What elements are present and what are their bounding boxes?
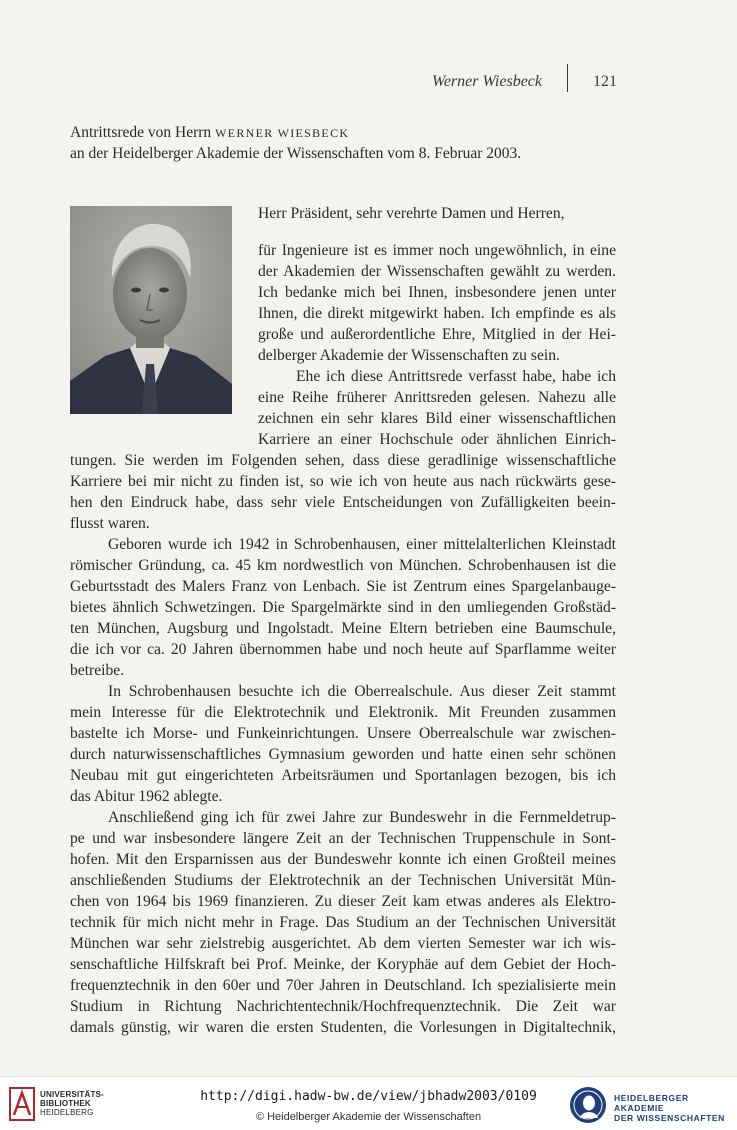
library-name-line: UNIVERSITÄTS- (40, 1090, 104, 1099)
body-line: pe und war insbesondere längere Zeit an der Technischen Truppenschule in Sont- (70, 830, 616, 847)
body-line: München war sehr zielstrebig ausgerichtet. Ab dem vierten Semester war ich wis- (70, 935, 616, 952)
body-line: die ich vor ca. 20 Jahren übernommen habe und noch heute auf Sparflamme weiter (70, 641, 616, 658)
body-line: mein Interesse für die Elektrotechnik und Elektronik. Mit Freunden zusammen (70, 704, 616, 721)
body-line: bietes ähnlich Schwetzingen. Die Spargelmärkte sind in den umliegenden Großstäd- (70, 599, 616, 616)
body-line: Neubau mit gut eingerichteten Arbeitsräumen und Sportanlagen bezogen, bis ich (70, 767, 616, 784)
body-line: Herr Präsident, sehr verehrte Damen und Herren, (258, 205, 565, 222)
portrait-photo (70, 206, 232, 414)
body-line: der Akademien der Wissenschaften gewählt zu werden. (258, 263, 616, 280)
library-name-line: HEIDELBERG (40, 1108, 94, 1117)
body-line: ten München, Augsburg und Ingolstadt. Meine Eltern betrieben eine Baumschule, (70, 620, 616, 637)
speech-title-prefix: Antrittsrede von Herrn (70, 124, 212, 141)
body-line: anschließenden Studiums der Elektrotechnik an der Technischen Universität Mün- (70, 872, 616, 889)
body-line: damals günstig, wir waren die ersten Studenten, die Vorlesungen in Digitaltechnik, (70, 1019, 616, 1036)
body-line: delberger Akademie der Wissenschaften zu sein. (258, 347, 560, 364)
body-line: Studium in Richtung Nachrichtentechnik/Hochfrequenztechnik. Die Zeit war (70, 998, 616, 1015)
body-line: In Schrobenhausen besuchte ich die Oberrealschule. Aus dieser Zeit stammt (108, 683, 616, 700)
viewer-footer (0, 1076, 737, 1130)
body-line: durch naturwissenschaftliches Gymnasium geworden und hatte einen sehr schönen (70, 746, 616, 763)
speech-title-line-2: an der Heidelberger Akademie der Wissenschaften vom 8. Februar 2003. (70, 145, 522, 162)
speech-title-line-1 (70, 122, 620, 144)
body-line: bastelte ich Morse- und Funkeinrichtungen. Unsere Oberrealschule war zwischen- (70, 725, 616, 742)
body-line: technik für mich nicht mehr in Frage. Das Studium an der Technischen Universität (70, 914, 616, 931)
academy-name-line: DER WISSENSCHAFTEN (614, 1113, 725, 1123)
body-line: chen von 1964 bis 1969 finanzieren. Zu dieser Zeit kam etwas anderes als Elektro- (70, 893, 616, 910)
body-line: hofen. Mit den Ersparnissen aus der Bundeswehr konnte ich einen Großteil meines (70, 851, 616, 868)
academy-name[interactable] (614, 1093, 737, 1123)
body-line: Karriere bei mir nicht zu finden ist, so wie ich von heute aus nach rückwärts gese- (70, 473, 616, 490)
body-line: flusst waren. (70, 515, 150, 532)
body-line: eine Reihe früherer Anrittsreden gelesen. Nahezu alle (258, 389, 616, 406)
body-line: Geboren wurde ich 1942 in Schrobenhausen, einer mittelalterlichen Kleinstadt (108, 536, 616, 553)
library-name-line: BIBLIOTHEK (40, 1099, 91, 1108)
body-line: Ich bedanke mich bei Ihnen, insbesondere jenen unter (258, 284, 616, 301)
speaker-name: WERNER WIESBECK (215, 126, 350, 140)
body-line: für Ingenieure ist es immer noch ungewöhnlich, in eine (258, 242, 616, 259)
body-line: Geburtsstadt des Malers Franz von Lenbach. Sie ist Zentrum eines Spargelanbauge- (70, 578, 616, 595)
permalink-url[interactable]: http://digi.hadw-bw.de/view/jbhadw2003/0109 (200, 1089, 537, 1104)
academy-seal-icon[interactable] (568, 1085, 608, 1125)
body-line: hen den Eindruck habe, dass sehr viele Entscheidungen von Zufälligkeiten beein- (70, 494, 616, 511)
running-head-author: Werner Wiesbeck (431, 73, 542, 90)
body-line: das Abitur 1962 ablegte. (70, 788, 223, 805)
academy-name-line: HEIDELBERGER AKADEMIE (614, 1093, 689, 1113)
running-head-divider (567, 64, 568, 92)
body-line: zeichnen ein sehr klares Bild einer wissenschaftlichen (258, 410, 616, 427)
body-line: betreibe. (70, 662, 125, 679)
body-line: Ehe ich diese Antrittsrede verfasst habe, habe ich (296, 368, 616, 385)
body-line: große und außerordentliche Ehre, Mitglied in der Hei- (258, 326, 616, 343)
copyright-notice: © Heidelberger Akademie der Wissenschaften (255, 1111, 482, 1123)
body-line: Ihnen, die direkt mitgewirkt haben. Ich empfinde es als (258, 305, 616, 322)
body-line: römischer Gründung, ca. 45 km nordwestlich von München. Schrobenhausen ist die (70, 557, 616, 574)
body-line: Anschließend ging ich für zwei Jahre zur Bundeswehr in die Fernmeldetrup- (108, 809, 616, 826)
body-line: senschaftliche Hilfskraft bei Prof. Meinke, der Koryphäe auf dem Gebiet der Hoch- (70, 956, 616, 973)
body-line: tungen. Sie werden im Folgenden sehen, dass diese geradlinige wissenschaftliche (70, 452, 616, 469)
body-line: Karriere an einer Hochschule oder ähnlichen Einrich- (258, 431, 616, 448)
body-line: frequenztechnik in den 60er und 70er Jahren in Deutschland. Ich spezialisierte mein (70, 977, 616, 994)
page-number: 121 (593, 73, 617, 90)
